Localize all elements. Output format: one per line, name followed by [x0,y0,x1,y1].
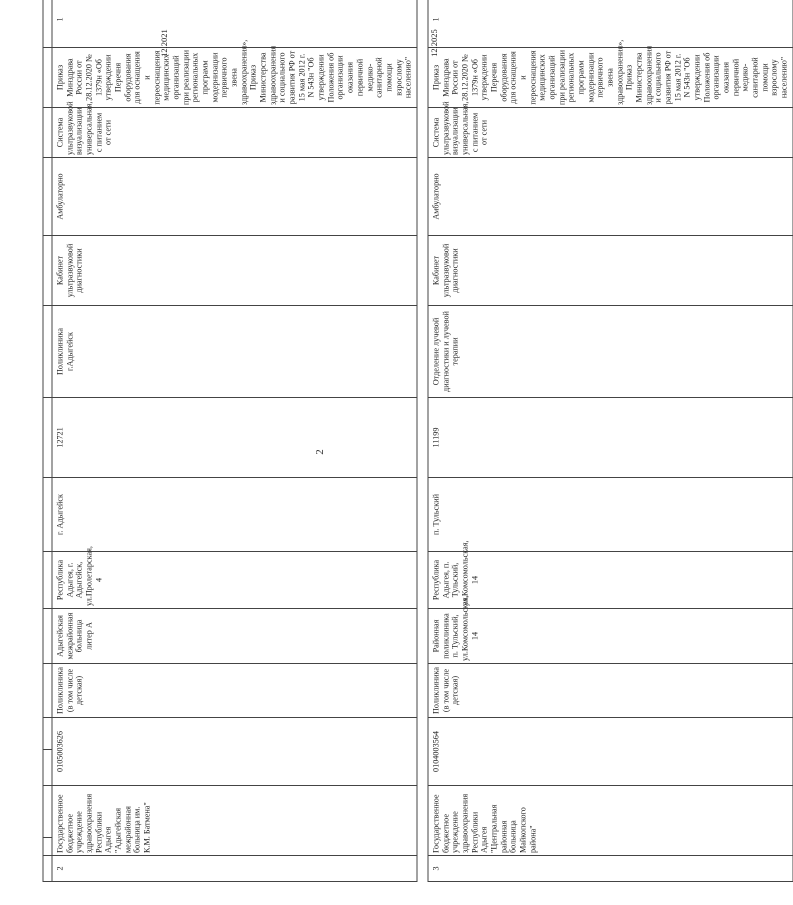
department: Отделение лучевой диагностики и лучевой терапии [428,306,793,398]
equipment-name: Система ультразвуковой визуализации универсальная, с питанием от сети [428,108,793,158]
table-row [52,0,417,882]
unit-name: Адыгейская межрайонная больница литер А [52,609,417,664]
equipment-table-wrapper [43,17,789,882]
department: Поликлиника г.Адыгейск [52,306,417,398]
inn-code: 0104003564 [428,718,793,786]
table-row [428,0,793,882]
row-number: 3 [428,856,793,882]
date-cell: 12.2025 [428,29,439,57]
quantity: 1 [52,0,417,48]
care-conditions: Амбулаторно [428,158,793,236]
settlement: п. Тульский [428,478,793,552]
equipment-name: Система ультразвуковой визуализации универсальная, с питанием от сети [52,108,417,158]
address: Республика Адыгея, п. Тульский, ул.Комсомольская, 14 [428,552,793,609]
address: Республика Адыгея, г. Адыгейск, ул.Пролетарская, 4 [52,552,417,609]
organization-name: Государственное бюджетное учреждение здравоохранения Республики Адыгея "Центральная районная больница Майкопского района" [428,786,793,856]
inn-code: 0105003626 [52,718,417,786]
unit-type: Поликлиника (в том числе детская) [428,664,793,718]
regulatory-order: Приказ Минздрава России от 28.12.2020 № 1379н «Об утверждении Перечня оборудования для оснащения и переоснащения медицинских организаций при реализации региональных программ модернизации первичного звена здравоохранения», Приказ Министерства здравоохранения и социального развития РФ от 15 мая 2012 г. N 543н "Об утверждении Положения об организации оказания первичной медико-санитарной помощи взрослому населению" [428,48,793,108]
unit-type: Поликлиника (в том числе детская) [52,664,417,718]
equipment-table [43,0,793,882]
population: 12721 [52,398,417,478]
room-name: Кабинет ультразвуковой диагностики [428,236,793,306]
room-name: Кабинет ультразвуковой диагностики [52,236,417,306]
date-cell: 12.2021 [158,29,169,57]
settlement: г. Адыгейск [52,478,417,552]
quantity: 1 [428,0,793,48]
row-separator [417,0,428,882]
top-border-row [43,0,52,882]
page-number: 2 [314,449,326,455]
row-number: 2 [52,856,417,882]
organization-name: Государственное бюджетное учреждение здравоохранения Республики Адыгея "Адыгейская межрайонная больница им. К.М. Батмена" [52,786,417,856]
care-conditions: Амбулаторно [52,158,417,236]
population: 11199 [428,398,793,478]
unit-name: Районная поликлиника п. Тульский, ул.Комсомольская, 14 [428,609,793,664]
regulatory-order: Приказ Минздрава России от 28.12.2020 № 1379н «Об утверждении Перечня оборудования для оснащения и переоснащения медицинских организаций при реализации региональных программ модернизации первичного звена здравоохранения», Приказ Министерства здравоохранения и социального развития РФ от 15 мая 2012 г. N 543н "Об утверждении Положения об организации оказания первичной медико-санитарной помощи взрослому населению" [52,48,417,108]
